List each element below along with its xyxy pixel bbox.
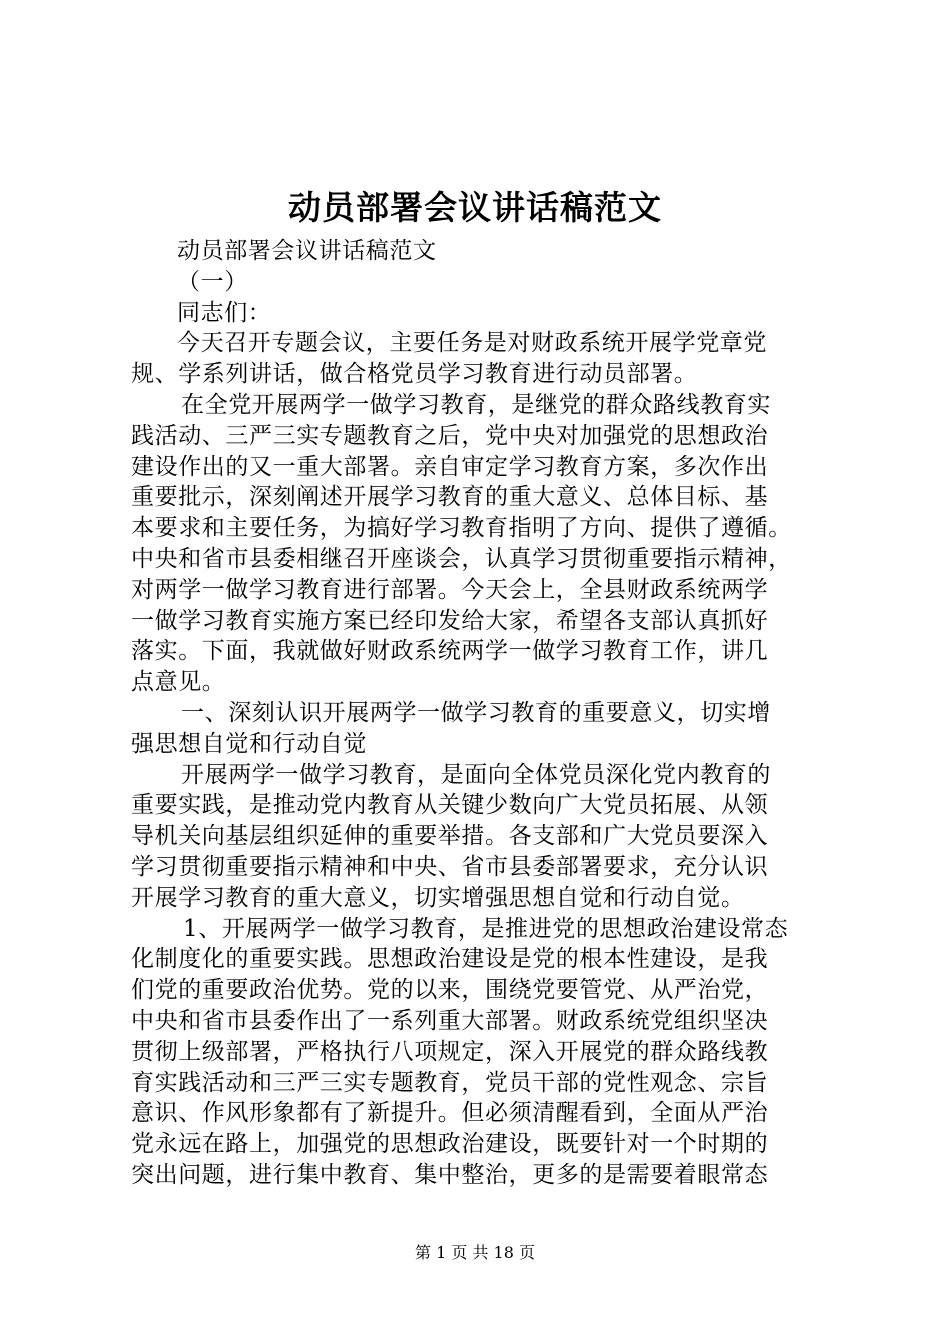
document-body — [131, 236, 831, 1191]
paragraph-line: 开展学习教育的重大意义，切实增强思想自觉和行动自觉。 — [131, 884, 745, 911]
paragraph-line: 开展两学一做学习教育，是面向全体党员深化党内教育的 — [181, 761, 771, 788]
paragraph-line: 们党的重要政治优势。党的以来，围绕党要管党、从严治党， — [131, 977, 769, 1004]
paragraph-line: 对两学一做学习教育进行部署。今天会上，全县财政系统两学 — [131, 576, 769, 603]
paragraph-line: 重要批示，深刻阐述开展学习教育的重大意义、总体目标、基 — [131, 484, 769, 511]
paragraph-line: 党永远在路上，加强党的思想政治建设，既要针对一个时期的 — [131, 1131, 769, 1158]
paragraph-line: 本要求和主要任务，为搞好学习教育指明了方向、提供了遵循。 — [131, 515, 792, 542]
paragraph-line: 导机关向基层组织延伸的重要举措。各支部和广大党员要深入 — [131, 823, 769, 850]
paragraph-line: 学习贯彻重要指示精神和中央、省市县委部署要求，充分认识 — [131, 853, 769, 880]
page-number-footer: 第 1 页 共 18 页 — [415, 1243, 535, 1262]
paragraph-line: 中央和省市县委相继召开座谈会，认真学习贯彻重要指示精神， — [131, 545, 792, 572]
paragraph-line: 建设作出的又一重大部署。亲自审定学习教育方案，多次作出 — [131, 453, 769, 480]
document-title: 动员部署会议讲话稿范文 — [288, 188, 662, 227]
salutation-line: 同志们： — [177, 299, 272, 326]
paragraph-line: 意识、作风形象都有了新提升。但必须清醒看到，全面从严治 — [131, 1100, 769, 1127]
paragraph-line: 1、开展两学一做学习教育，是推进党的思想政治建设常态 — [183, 915, 789, 942]
paragraph-line: 落实。下面，我就做好财政系统两学一做学习教育工作，讲几 — [131, 638, 769, 665]
paragraph-line: 贯彻上级部署，严格执行八项规定，深入开展党的群众路线教 — [131, 1038, 769, 1065]
section-number-line: （一） — [177, 268, 248, 295]
paragraph-line: 突出问题，进行集中教育、集中整治，更多的是需要着眼常态 — [131, 1161, 769, 1188]
paragraph-line: 今天召开专题会议，主要任务是对财政系统开展学党章党 — [177, 330, 767, 357]
paragraph-line: 践活动、三严三实专题教育之后，党中央对加强党的思想政治 — [131, 422, 769, 449]
paragraph-line: 一做学习教育实施方案已经印发给大家，希望各支部认真抓好 — [131, 607, 769, 634]
paragraph-line: 在全党开展两学一做学习教育，是继党的群众路线教育实 — [181, 391, 771, 418]
heading-line: 一、深刻认识开展两学一做学习教育的重要意义，切实增 — [181, 699, 771, 726]
subtitle-line: 动员部署会议讲话稿范文 — [177, 238, 437, 264]
paragraph-line: 中央和省市县委作出了一系列重大部署。财政系统党组织坚决 — [131, 1007, 769, 1034]
paragraph-line: 规、学系列讲话，做合格党员学习教育进行动员部署。 — [131, 361, 698, 388]
paragraph-line: 点意见。 — [131, 669, 226, 696]
paragraph-line: 重要实践，是推动党内教育从关键少数向广大党员拓展、从领 — [131, 792, 769, 819]
heading-line: 强思想自觉和行动自觉 — [131, 730, 367, 757]
paragraph-line: 育实践活动和三严三实专题教育，党员干部的党性观念、宗旨 — [131, 1069, 769, 1096]
paragraph-line: 化制度化的重要实践。思想政治建设是党的根本性建设，是我 — [131, 946, 769, 973]
